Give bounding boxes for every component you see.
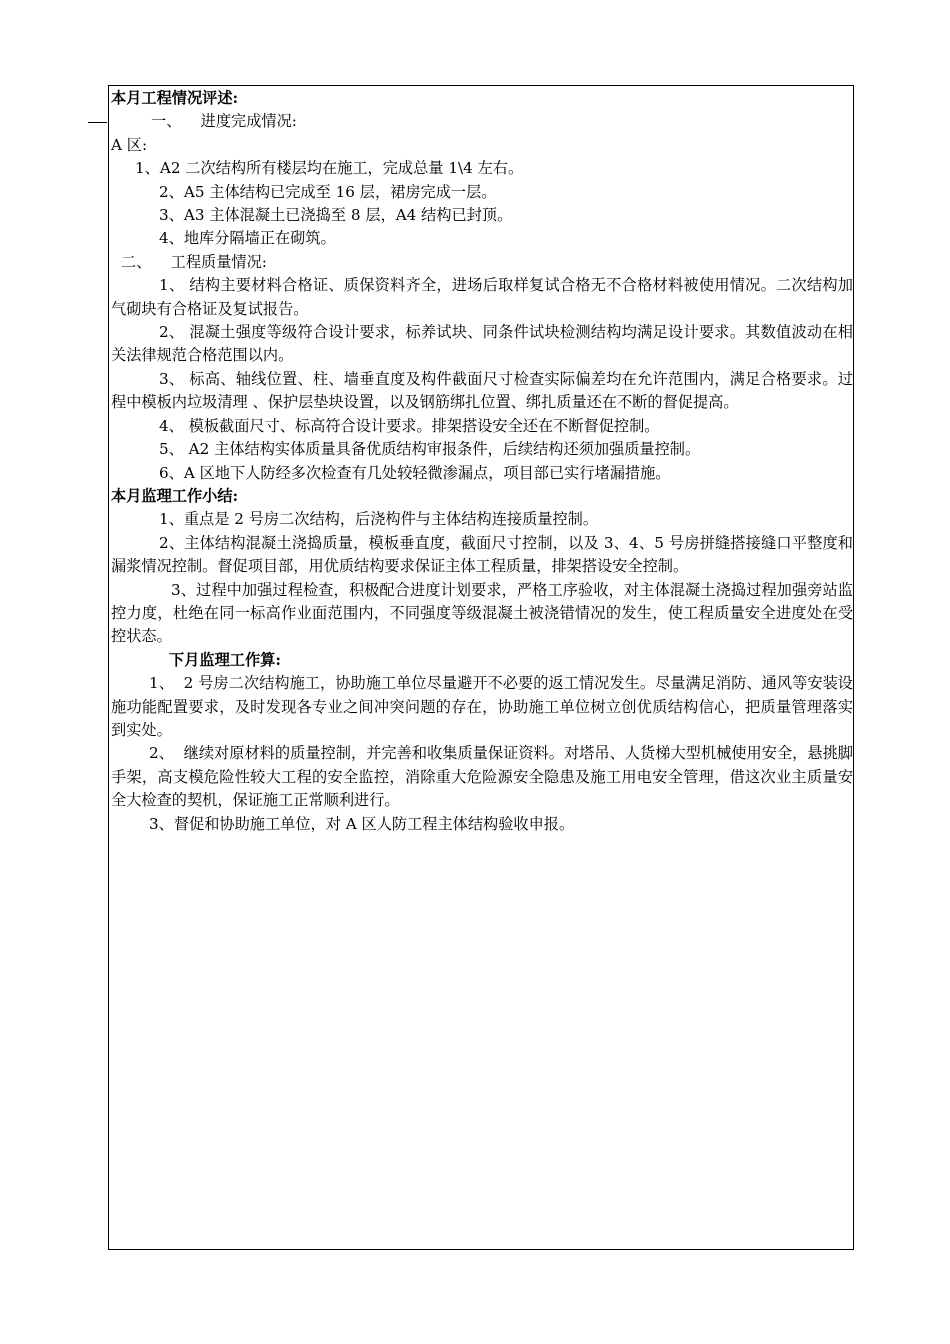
quality-item: 3、 标高、轴线位置、柱、墙垂直度及构件截面尺寸检查实际偏差均在允许范围内，满足合格要求。过程中模板内垃圾清理 、保护层垫块设置，以及钢筋绑扎位置、绑扎质量还在不断的督促提高。 xyxy=(111,369,853,412)
progress-item: 4、地库分隔墙正在砌筑。 xyxy=(159,229,336,248)
summary-item: 2、主体结构混凝土浇捣质量，模板垂直度，截面尺寸控制，以及 3、4、5 号房拼缝搭接缝口平整度和漏浆情况控制。督促项目部，用优质结构要求保证主体工程质量，排架搭设安全控制。 xyxy=(111,533,853,576)
progress-heading: 一、 进度完成情况: xyxy=(151,112,297,131)
plan-item: 1、 2 号房二次结构施工，协助施工单位尽量避开不必要的返工情况发生。尽量满足消防、通风等安装设施功能配置要求，及时发现各专业之间冲突问题的存在，协助施工单位树立创优质结构信心，把质量管理落实到实处。 xyxy=(111,674,853,739)
section-heading-supervision-summary: 本月监理工作小结: xyxy=(111,486,239,505)
quality-item: 1、 结构主要材料合格证、质保资料齐全，进场后取样复试合格无不合格材料被使用情况。二次结构加气砌块有合格证及复试报告。 xyxy=(111,276,853,318)
quality-item: 5、 A2 主体结构实体质量具备优质结构审报条件，后续结构还须加强质量控制。 xyxy=(159,440,701,459)
summary-item: 3、过程中加强过程检查，积极配合进度计划要求，严格工序验收，对主体混凝土浇捣过程加强旁站监控力度，杜绝在同一标高作业面范围内，不同强度等级混凝土被浇错情况的发生，使工程质量安全进度处在受控状态。 xyxy=(111,580,853,646)
summary-item: 1、重点是 2 号房二次结构，后浇构件与主体结构连接质量控制。 xyxy=(159,510,599,529)
report-content xyxy=(111,87,853,836)
progress-item: 1、A2 二次结构所有楼层均在施工，完成总量 1\4 左右。 xyxy=(135,159,524,178)
zone-label: A 区: xyxy=(111,135,148,154)
plan-item: 2、 继续对原材料的质量控制，并完善和收集质量保证资料。对塔吊、人货梯大型机械使用安全，悬挑脚手架，高支模危险性较大工程的安全监控，消除重大危险源安全隐患及施工用电安全管理，借这次业主质量安全大检查的契机，保证施工正常顺利进行。 xyxy=(111,744,853,810)
quality-heading: 二、 工程质量情况: xyxy=(121,252,267,271)
progress-item: 2、A5 主体结构已完成至 16 层，裙房完成一层。 xyxy=(159,182,497,201)
progress-item: 3、A3 主体混凝土已浇捣至 8 层，A4 结构已封顶。 xyxy=(159,206,513,225)
plan-item: 3、督促和协助施工单位，对 A 区人防工程主体结构验收申报。 xyxy=(149,814,575,833)
section-heading-project-status: 本月工程情况评述: xyxy=(111,89,239,107)
quality-item: 4、 模板截面尺寸、标高符合设计要求。排架搭设安全还在不断督促控制。 xyxy=(159,416,660,435)
margin-dash xyxy=(88,122,107,123)
quality-item: 6、A 区地下人防经多次检查有几处较轻微渗漏点，项目部已实行堵漏措施。 xyxy=(159,463,671,482)
section-heading-next-month: 下月监理工作算: xyxy=(169,650,281,669)
quality-item: 2、 混凝土强度等级符合设计要求，标养试块、同条件试块检测结构均满足设计要求。其数值波动在相关法律规范合格范围以内。 xyxy=(111,323,853,365)
